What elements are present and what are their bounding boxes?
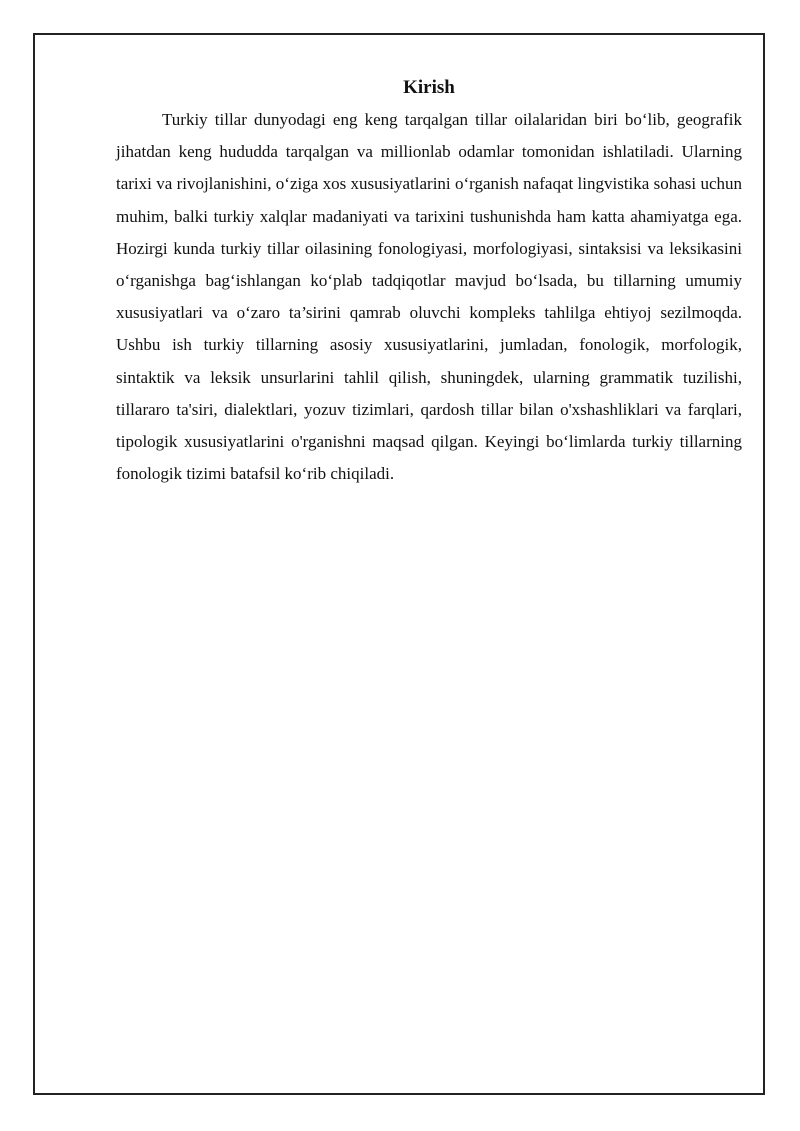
document-body bbox=[116, 76, 742, 490]
intro-paragraph: Turkiy tillar dunyodagi eng keng tarqalgan tillar oilalaridan biri bo‘lib, geografik jihatdan keng hududda tarqalgan va millionlab odamlar tomonidan ishlatiladi. Ularning tarixi va rivojlanishini, o‘ziga xos xususiyatlarini o‘rganish nafaqat lingvistika sohasi uchun muhim, balki turkiy xalqlar madaniyati va tarixini tushunishda ham katta ahamiyatga ega. Hozirgi kunda turkiy tillar oilasining fonologiyasi, morfologiyasi, sintaksisi va leksikasini o‘rganishga bag‘ishlangan ko‘plab tadqiqotlar mavjud bo‘lsada, bu tillarning umumiy xususiyatlari va o‘zaro ta’sirini qamrab oluvchi kompleks tahlilga ehtiyoj sezilmoqda. Ushbu ish turkiy tillarning asosiy xususiyatlarini, jumladan, fonologik, morfologik, sintaktik va leksik unsurlarini tahlil qilish, shuningdek, ularning grammatik tuzilishi, tillararo ta'siri, dialektlari, yozuv tizimlari, qardosh tillar bilan o'xshashliklari va farqlari, tipologik xususiyatlarini o'rganishni maqsad qilgan. Keyingi bo‘limlarda turkiy tillarning fonologik tizimi batafsil ko‘rib chiqiladi. bbox=[116, 110, 742, 484]
document-title: Kirish bbox=[403, 77, 455, 98]
